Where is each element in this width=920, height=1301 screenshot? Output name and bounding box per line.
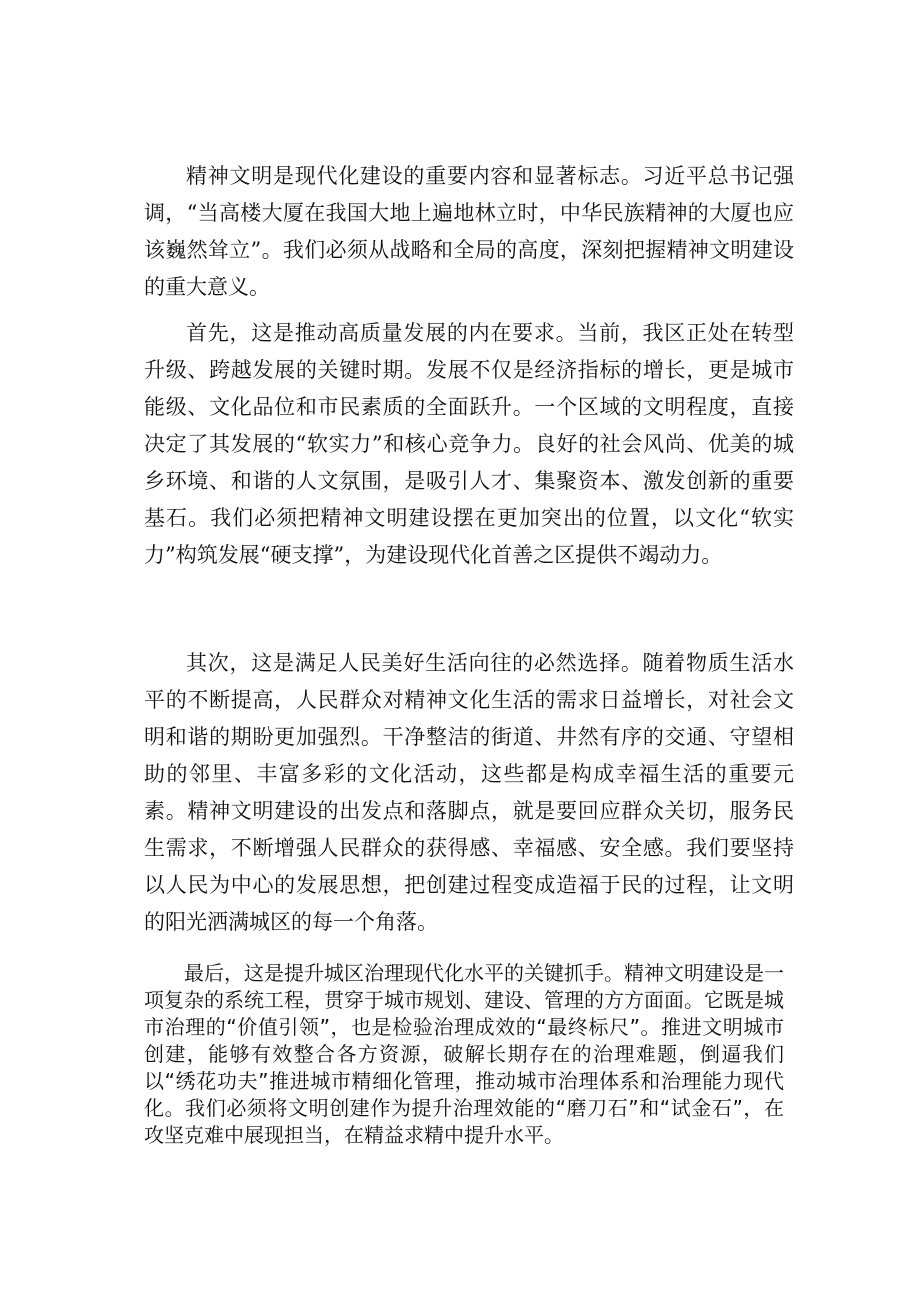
paragraph-second: 其次，这是满足人民美好生活向往的必然选择。随着物质生活水平的不断提高，人民群众对精神文化生活的需求日益增长，对社会文明和谐的期盼更加强烈。干净整洁的街道、井然有序的交通、守望相助的邻里、丰富多彩的文化活动，这些都是构成幸福生活的重要元素。精神文明建设的出发点和落脚点，就是要回应群众关切，服务民生需求，不断增强人民群众的获得感、幸福感、安全感。我们要坚持以人民为中心的发展思想，把创建过程变成造福于民的过程，让文明的阳光洒满城区的每一个角落。 [144,651,794,934]
paragraph-intro: 精神文明是现代化建设的重要内容和显著标志。习近平总书记强调，“当高楼大厦在我国大地上遍地林立时，中华民族精神的大厦也应该巍然耸立”。我们必须从战略和全局的高度，深刻把握精神文明建设的重大意义。 [144,164,794,299]
paragraph-first: 首先，这是推动高质量发展的内在要求。当前，我区正处在转型升级、跨越发展的关键时期。发展不仅是经济指标的增长，更是城市能级、文化品位和市民素质的全面跃升。一个区域的文明程度，直接决定了其发展的“软实力”和核心竞争力。良好的社会风尚、优美的城乡环境、和谐的人文氛围，是吸引人才、集聚资本、激发创新的重要基石。我们必须把精神文明建设摆在更加突出的位置，以文化“软实力”构筑发展“硬支撑”，为建设现代化首善之区提供不竭动力。 [144,321,794,567]
paragraph-last: 最后，这是提升城区治理现代化水平的关键抓手。精神文明建设是一项复杂的系统工程，贯穿于城市规划、建设、管理的方方面面。它既是城市治理的“价值引领”，也是检验治理成效的“最终标尺”。推进文明城市创建，能够有效整合各方资源，破解长期存在的治理难题，倒逼我们以“绣花功夫”推进城市精细化管理，推动城市治理体系和治理能力现代化。我们必须将文明创建作为提升治理效能的“磨刀石”和“试金石”，在攻坚克难中展现担当，在精益求精中提升水平。 [144,961,784,1147]
